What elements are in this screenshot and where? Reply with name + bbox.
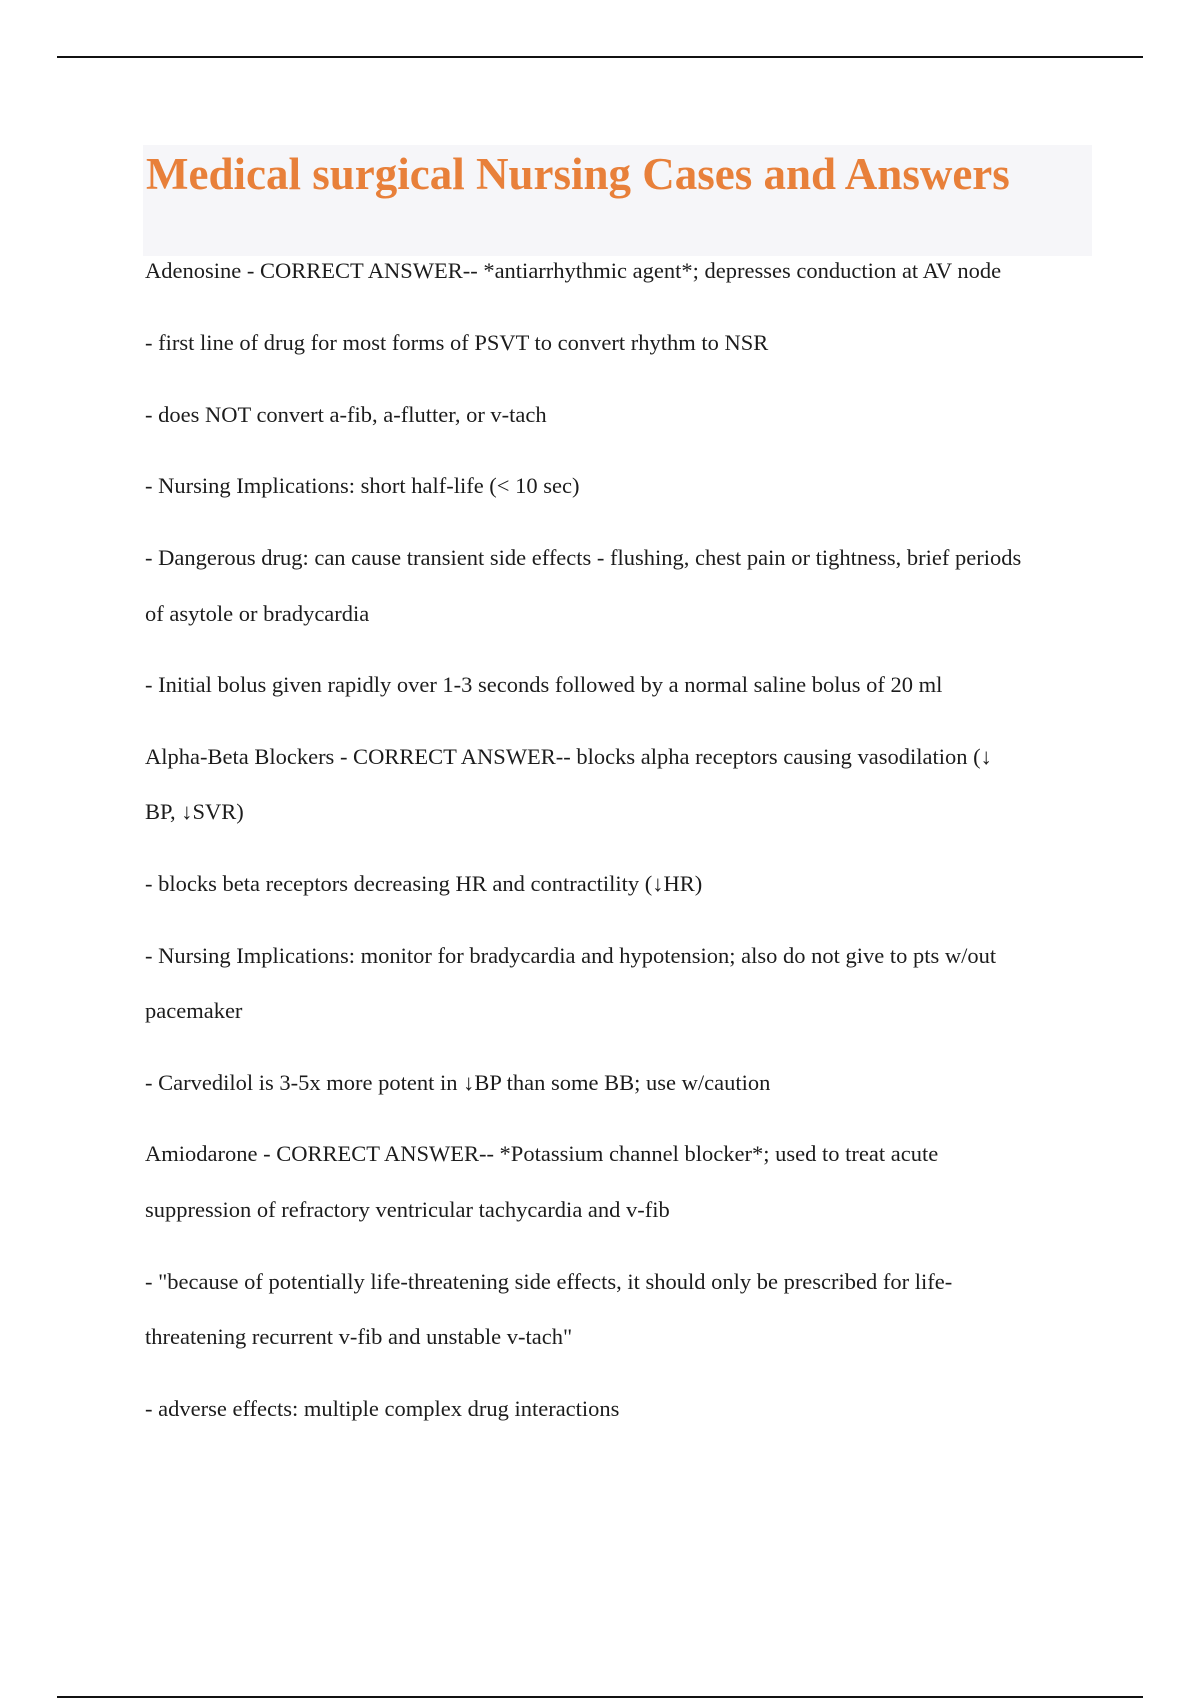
text-line: Adenosine - CORRECT ANSWER-- *antiarrhythmic agent*; depresses conduction at AV node: [145, 258, 1002, 283]
text-line: of asytole or bradycardia: [145, 601, 370, 626]
text-line: suppression of refractory ventricular tachycardia and v-fib: [145, 1197, 670, 1222]
text-line: pacemaker: [145, 998, 243, 1023]
text-line: - adverse effects: multiple complex drug interactions: [145, 1396, 620, 1421]
text-line: - blocks beta receptors decreasing HR and contractility (↓HR): [145, 871, 703, 896]
text-line: - first line of drug for most forms of PSVT to convert rhythm to NSR: [145, 330, 769, 355]
text-line: - Initial bolus given rapidly over 1-3 seconds followed by a normal saline bolus of 20 ml: [145, 672, 943, 697]
text-line: - Carvedilol is 3-5x more potent in ↓BP than some BB; use w/caution: [145, 1070, 771, 1095]
text-line: - "because of potentially life-threatening side effects, it should only be prescribed for life-: [145, 1269, 953, 1294]
text-line: - Nursing Implications: short half-life (< 10 sec): [145, 473, 580, 498]
text-line: threatening recurrent v-fib and unstable v-tach": [145, 1324, 573, 1349]
bottom-rule: [57, 1696, 1143, 1698]
document-title: Medical surgical Nursing Cases and Answers: [146, 149, 1010, 199]
top-rule: [57, 56, 1143, 58]
text-line: Amiodarone - CORRECT ANSWER-- *Potassium channel blocker*; used to treat acute: [145, 1141, 939, 1166]
text-line: BP, ↓SVR): [145, 799, 244, 824]
text-line: - Dangerous drug: can cause transient side effects - flushing, chest pain or tightness, brief periods: [145, 545, 1022, 570]
text-line: Alpha-Beta Blockers - CORRECT ANSWER-- blocks alpha receptors causing vasodilation (↓: [145, 744, 992, 769]
text-line: - does NOT convert a-fib, a-flutter, or v-tach: [145, 402, 547, 427]
text-line: - Nursing Implications: monitor for bradycardia and hypotension; also do not give to pts w/out: [145, 943, 997, 968]
